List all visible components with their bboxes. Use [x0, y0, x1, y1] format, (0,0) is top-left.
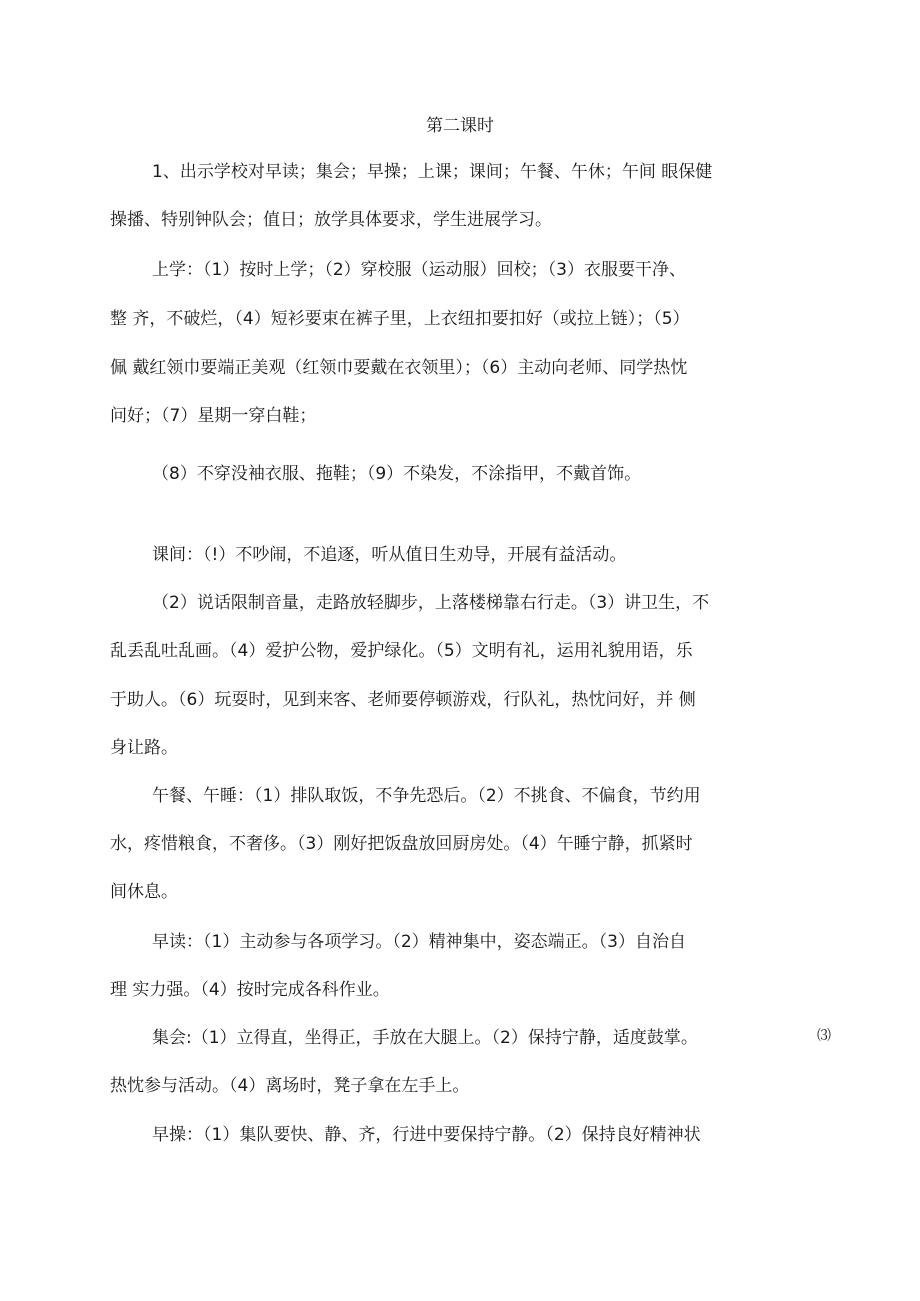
text-line-20: 早操：（1）集队要快、静、齐，行进中要保持宁静。（2）保持良好精神状	[152, 1125, 701, 1145]
text-line-16: 早读：（1）主动参与各项学习。（2）精神集中，姿态端正。（3）自治自	[152, 932, 686, 952]
text-line-17: 理 实力强。（4）按时完成各科作业。	[110, 980, 390, 1000]
text-line-19: 热忱参与活动。（4）离场时，凳子拿在左手上。	[110, 1076, 470, 1096]
text-line-8: 课间：（!）不吵闹，不追逐，听从值日生劝导，开展有益活动。	[152, 545, 627, 565]
text-line-18: 集会:（1）立得直，坐得正，手放在大腿上。（2）保持宁静，适度鼓掌。	[152, 1028, 698, 1048]
text-line-7: （8）不穿没袖衣服、拖鞋；（9）不染发，不涂指甲，不戴首饰。	[152, 464, 642, 484]
text-line-1: 1、出示学校对早读；集会；早操；上课；课间；午餐、午休；午间 眼保健	[152, 162, 713, 182]
text-line-9: （2）说话限制音量，走路放轻脚步，上落楼梯靠右行走。（3）讲卫生，不	[152, 593, 710, 613]
text-line-4: 整 齐，不破烂，（4）短衫要束在裤子里，上衣纽扣要扣好（或拉上链）；（5）	[110, 309, 690, 329]
text-line-3: 上学：（1）按时上学；（2）穿校服（运动服）回校；（3）衣服要干净、	[152, 260, 686, 280]
text-line-13: 午餐、午睡：（1）排队取饭，不争先恐后。（2）不挑食、不偏食，节约用	[152, 786, 701, 806]
text-line-14: 水，疼惜粮食，不奢侈。（3）刚好把饭盘放回厨房处。（4）午睡宁静，抓紧时	[110, 834, 693, 854]
text-line-10: 乱丢乱吐乱画。（4）爱护公物，爱护绿化。（5）文明有礼，运用礼貌用语，乐	[110, 641, 693, 661]
side-note-marker: ⑶	[817, 1028, 831, 1044]
text-line-5: 佩 戴红领巾要端正美观（红领巾要戴在衣领里）；（6）主动向老师、同学热忱	[110, 358, 688, 378]
text-line-12: 身让路。	[110, 738, 178, 758]
text-line-11: 于助人。（6）玩耍时，见到来客、老师要停顿游戏，行队礼，热忱问好，并 侧	[110, 690, 696, 710]
text-line-15: 间休息。	[110, 882, 178, 902]
text-line-2: 操播、特别钟队会；值日；放学具体要求，学生进展学习。	[110, 210, 552, 230]
text-line-6: 问好；（7）星期一穿白鞋；	[110, 406, 317, 426]
page-title: 第二课时	[426, 116, 494, 136]
